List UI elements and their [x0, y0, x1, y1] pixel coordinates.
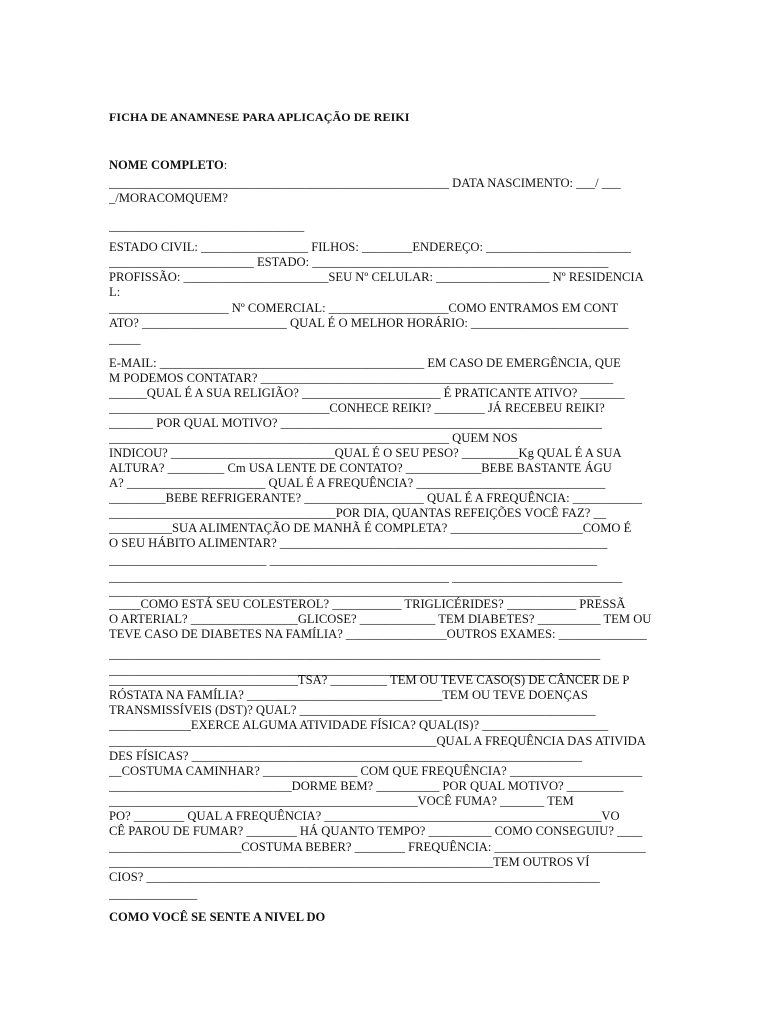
- section-heading: COMO VOCÊ SE SENTE A NIVEL DO: [109, 910, 326, 924]
- form-line: _____________EXERCE ALGUMA ATIVIDADE FÍSICA? QUAL(IS)? ____________________: [109, 718, 609, 732]
- form-line: ______________________________________________________ DATA NASCIMENTO: ___/ ___: [109, 176, 621, 190]
- form-line: TEVE CASO DE DIABETES NA FAMÍLIA? ________________OUTROS EXAMES: ______________: [109, 627, 647, 641]
- form-line: PROFISSÃO: _______________________SEU Nº CELULAR: __________________ Nº RESIDENCIA: [109, 270, 644, 284]
- form-line: ___________________ Nº COMERCIAL: ___________________COMO ENTRAMOS EM CONT: [109, 301, 619, 315]
- form-line: _______________________ ESTADO: _______________________________________________: [109, 255, 609, 269]
- form-line: _____________________COSTUMA BEBER? ________ FREQUÊNCIA: ________________________: [109, 840, 646, 854]
- form-line: ______________________________________________________ QUEM NOS: [109, 431, 518, 445]
- form-line: ______________________________________________________________________________: [109, 584, 601, 598]
- document-title: FICHA DE ANAMNESE PARA APLICAÇÃO DE REIKI: [109, 110, 410, 124]
- form-line: M PODEMOS CONTATAR? ________________________________________________________: [109, 371, 614, 385]
- form-line: TRANSMISSÍVEIS (DST)? QUAL? _______________________________________________: [109, 703, 596, 717]
- form-line: ______________________________________________________________________________: [109, 663, 601, 677]
- form-line: ______________: [109, 887, 198, 901]
- form-line: ______________________________________________________________________________: [109, 647, 601, 661]
- form-line: _____________________________DORME BEM? __________ POR QUAL MOTIVO? _________: [109, 779, 624, 793]
- form-line: __________SUA ALIMENTAÇÃO DE MANHÃ É COMPLETA? _____________________COMO É: [109, 521, 632, 535]
- form-line: O ARTERIAL? _________________GLICOSE? ____________ TEM DIABETES? __________ TEM OU: [109, 612, 652, 626]
- form-line: A? ______________________ QUAL É A FREQUÊNCIA? ______________________________: [109, 476, 606, 490]
- name-label-colon: :: [223, 158, 228, 172]
- form-line: CÊ PAROU DE FUMAR? ________ HÁ QUANTO TEMPO? __________ COMO CONSEGUIU? ____: [109, 824, 643, 838]
- name-field-label: [109, 158, 227, 173]
- form-line: ATO? _______________________ QUAL É O MELHOR HORÁRIO: _________________________: [109, 316, 629, 330]
- form-line: L:: [109, 285, 121, 299]
- form-line: _________________________________________________VOCÊ FUMA? _______ TEM: [109, 794, 574, 808]
- form-line: PO? ________ QUAL A FREQUÊNCIA? ____________________________________________VO: [109, 809, 620, 823]
- form-line: ____________________________________________________QUAL A FREQUÊNCIA DAS ATIVIDA: [109, 734, 646, 748]
- form-line: ____________________________________POR DIA, QUANTAS REFEIÇÕES VOCÊ FAZ? __: [109, 506, 607, 520]
- form-line: E-MAIL: __________________________________________ EM CASO DE EMERGÊNCIA, QUE: [109, 356, 621, 370]
- name-label-text: NOME COMPLETO: [109, 158, 224, 172]
- form-line: RÓSTATA NA FAMÍLIA? _______________________________TEM OU TEVE DOENÇAS: [109, 688, 588, 702]
- form-line: ___________________________________CONHECE REIKI? ________ JÁ RECEBEU REIKI?: [109, 401, 605, 415]
- form-line: ESTADO CIVIL: _________________ FILHOS: ________ENDEREÇO: _______________________: [109, 240, 631, 254]
- form-line: ______QUAL É A SUA RELIGIÃO? ______________________ É PRATICANTE ATIVO? _______: [109, 386, 625, 400]
- form-line: _____________________________________________________________TEM OUTROS VÍ: [109, 855, 590, 869]
- form-line: _____: [109, 332, 141, 346]
- form-line: DES FÍSICAS? ______________________________________________________________: [109, 749, 582, 763]
- form-line: _________________________ ____________________________________________________: [109, 553, 598, 567]
- form-line: _______________________________: [109, 219, 305, 233]
- form-line: ______________________________________________________ ___________________________: [109, 570, 623, 584]
- form-line: _______ POR QUAL MOTIVO? ___________________________________________________: [109, 416, 602, 430]
- form-line: ______________________________TSA? _________ TEM OU TEVE CASO(S) DE CÂNCER DE P: [109, 673, 630, 687]
- form-line: _________BEBE REFRIGERANTE? ___________________ QUAL É A FREQUÊNCIA: ___________: [109, 491, 643, 505]
- form-line: __COSTUMA CAMINHAR? _______________ COM QUE FREQUÊNCIA? _____________________: [109, 764, 643, 778]
- form-line: INDICOU? __________________________QUAL É O SEU PESO? _________Kg QUAL É A SUA: [109, 446, 622, 460]
- form-line: _/MORACOMQUEM?: [109, 191, 228, 205]
- form-line: _____COMO ESTÁ SEU COLESTEROL? ___________ TRIGLICÉRIDES? ___________ PRESSÃ: [109, 597, 626, 611]
- form-line: CIOS? ________________________________________________________________________: [109, 870, 600, 884]
- form-line: O SEU HÁBITO ALIMENTAR? ____________________________________________________: [109, 536, 608, 550]
- form-line: ALTURA? _________ Cm USA LENTE DE CONTATO? ____________BEBE BASTANTE ÁGU: [109, 461, 612, 475]
